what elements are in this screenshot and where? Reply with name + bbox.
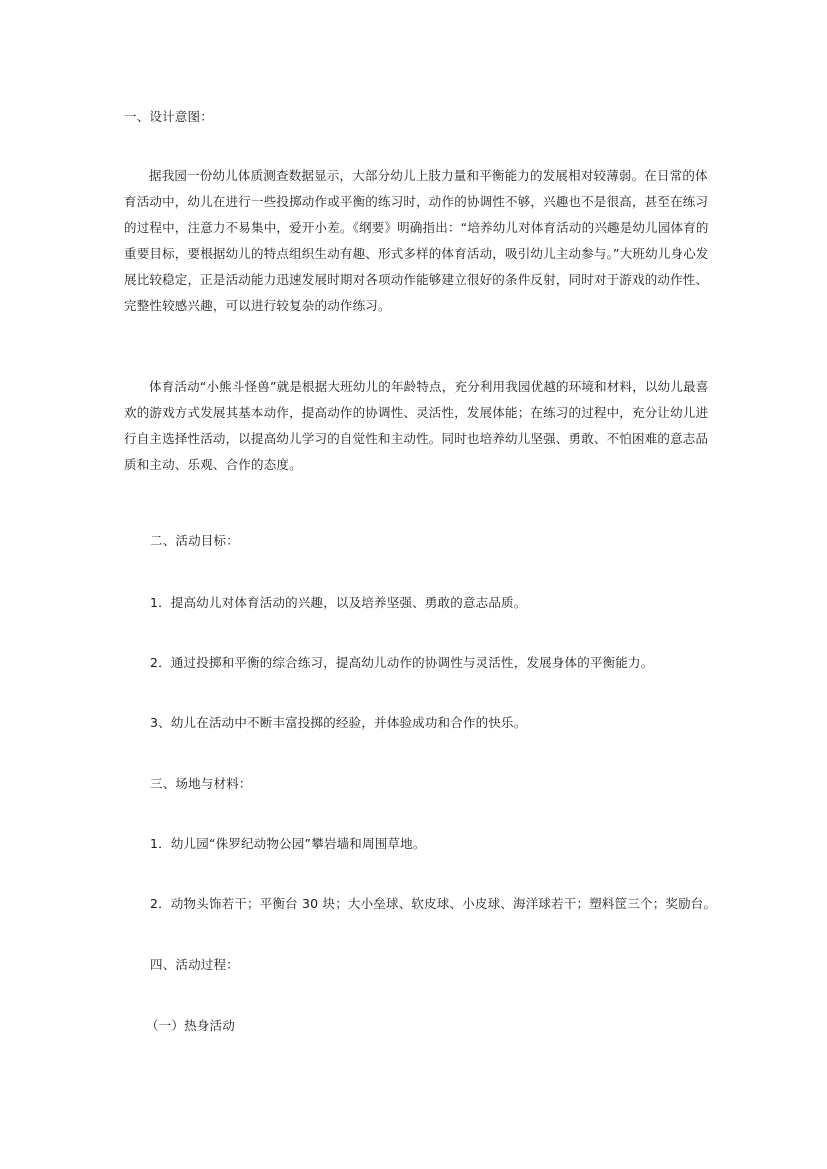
paragraph-line: 行自主选择性活动，以提高幼儿学习的自觉性和主动性。同时也培养幼儿坚强、勇敢、不怕困难的意志品 xyxy=(124,431,709,446)
goal-item-1: 1．提高幼儿对体育活动的兴趣，以及培养坚强、勇敢的意志品质。 xyxy=(150,595,527,610)
paragraph-line: 质和主动、乐观、合作的态度。 xyxy=(124,457,302,472)
paragraph-line: 的过程中，注意力不易集中，爱开小差。《纲要》明确指出：“培养幼儿对体育活动的兴趣是幼儿园体育的 xyxy=(124,220,709,235)
paragraph-line: 展比较稳定，正是活动能力迅速发展时期对各项动作能够建立很好的条件反射，同时对于游戏的动作性、 xyxy=(124,272,709,287)
section-heading-design-intent: 一、设计意图： xyxy=(124,109,213,124)
goal-item-2: 2．通过投掷和平衡的综合练习，提高幼儿动作的协调性与灵活性，发展身体的平衡能力。 xyxy=(150,655,654,670)
section-heading-activity-goals: 二、活动目标： xyxy=(150,533,239,548)
material-item-1: 1．幼儿园“侏罗纪动物公园”攀岩墙和周围草地。 xyxy=(150,836,426,851)
paragraph-line: 据我园一份幼儿体质测查数据显示，大部分幼儿上肢力量和平衡能力的发展相对较薄弱。在日常的体 xyxy=(149,168,708,183)
paragraph-design-intent-1 xyxy=(124,163,709,319)
section-heading-venue-materials: 三、场地与材料： xyxy=(150,776,252,791)
paragraph-line: 重要目标，要根据幼儿的特点组织生动有趣、形式多样的体育活动，吸引幼儿主动参与。”大班幼儿身心发 xyxy=(124,246,709,261)
subsection-heading-warm-up: （一）热身活动 xyxy=(146,1018,235,1033)
paragraph-line: 育活动中，幼儿在进行一些投掷动作或平衡的练习时，动作的协调性不够，兴趣也不是很高，甚至在练习 xyxy=(124,194,709,209)
material-item-2: 2．动物头饰若干；平衡台 30 块；大小垒球、软皮球、小皮球、海洋球若干；塑料筐三个；奖励台。 xyxy=(150,896,717,911)
paragraph-design-intent-2 xyxy=(124,374,709,478)
section-heading-activity-process: 四、活动过程： xyxy=(150,957,239,972)
paragraph-line: 体育活动“小熊斗怪兽”就是根据大班幼儿的年龄特点，充分利用我园优越的环境和材料，以幼儿最喜 xyxy=(149,379,709,394)
goal-item-3: 3、幼儿在活动中不断丰富投掷的经验，并体验成功和合作的快乐。 xyxy=(150,715,527,730)
paragraph-line: 完整性较感兴趣，可以进行较复杂的动作练习。 xyxy=(124,298,391,313)
paragraph-line: 欢的游戏方式发展其基本动作，提高动作的协调性、灵活性，发展体能；在练习的过程中，充分让幼儿进 xyxy=(124,405,709,420)
